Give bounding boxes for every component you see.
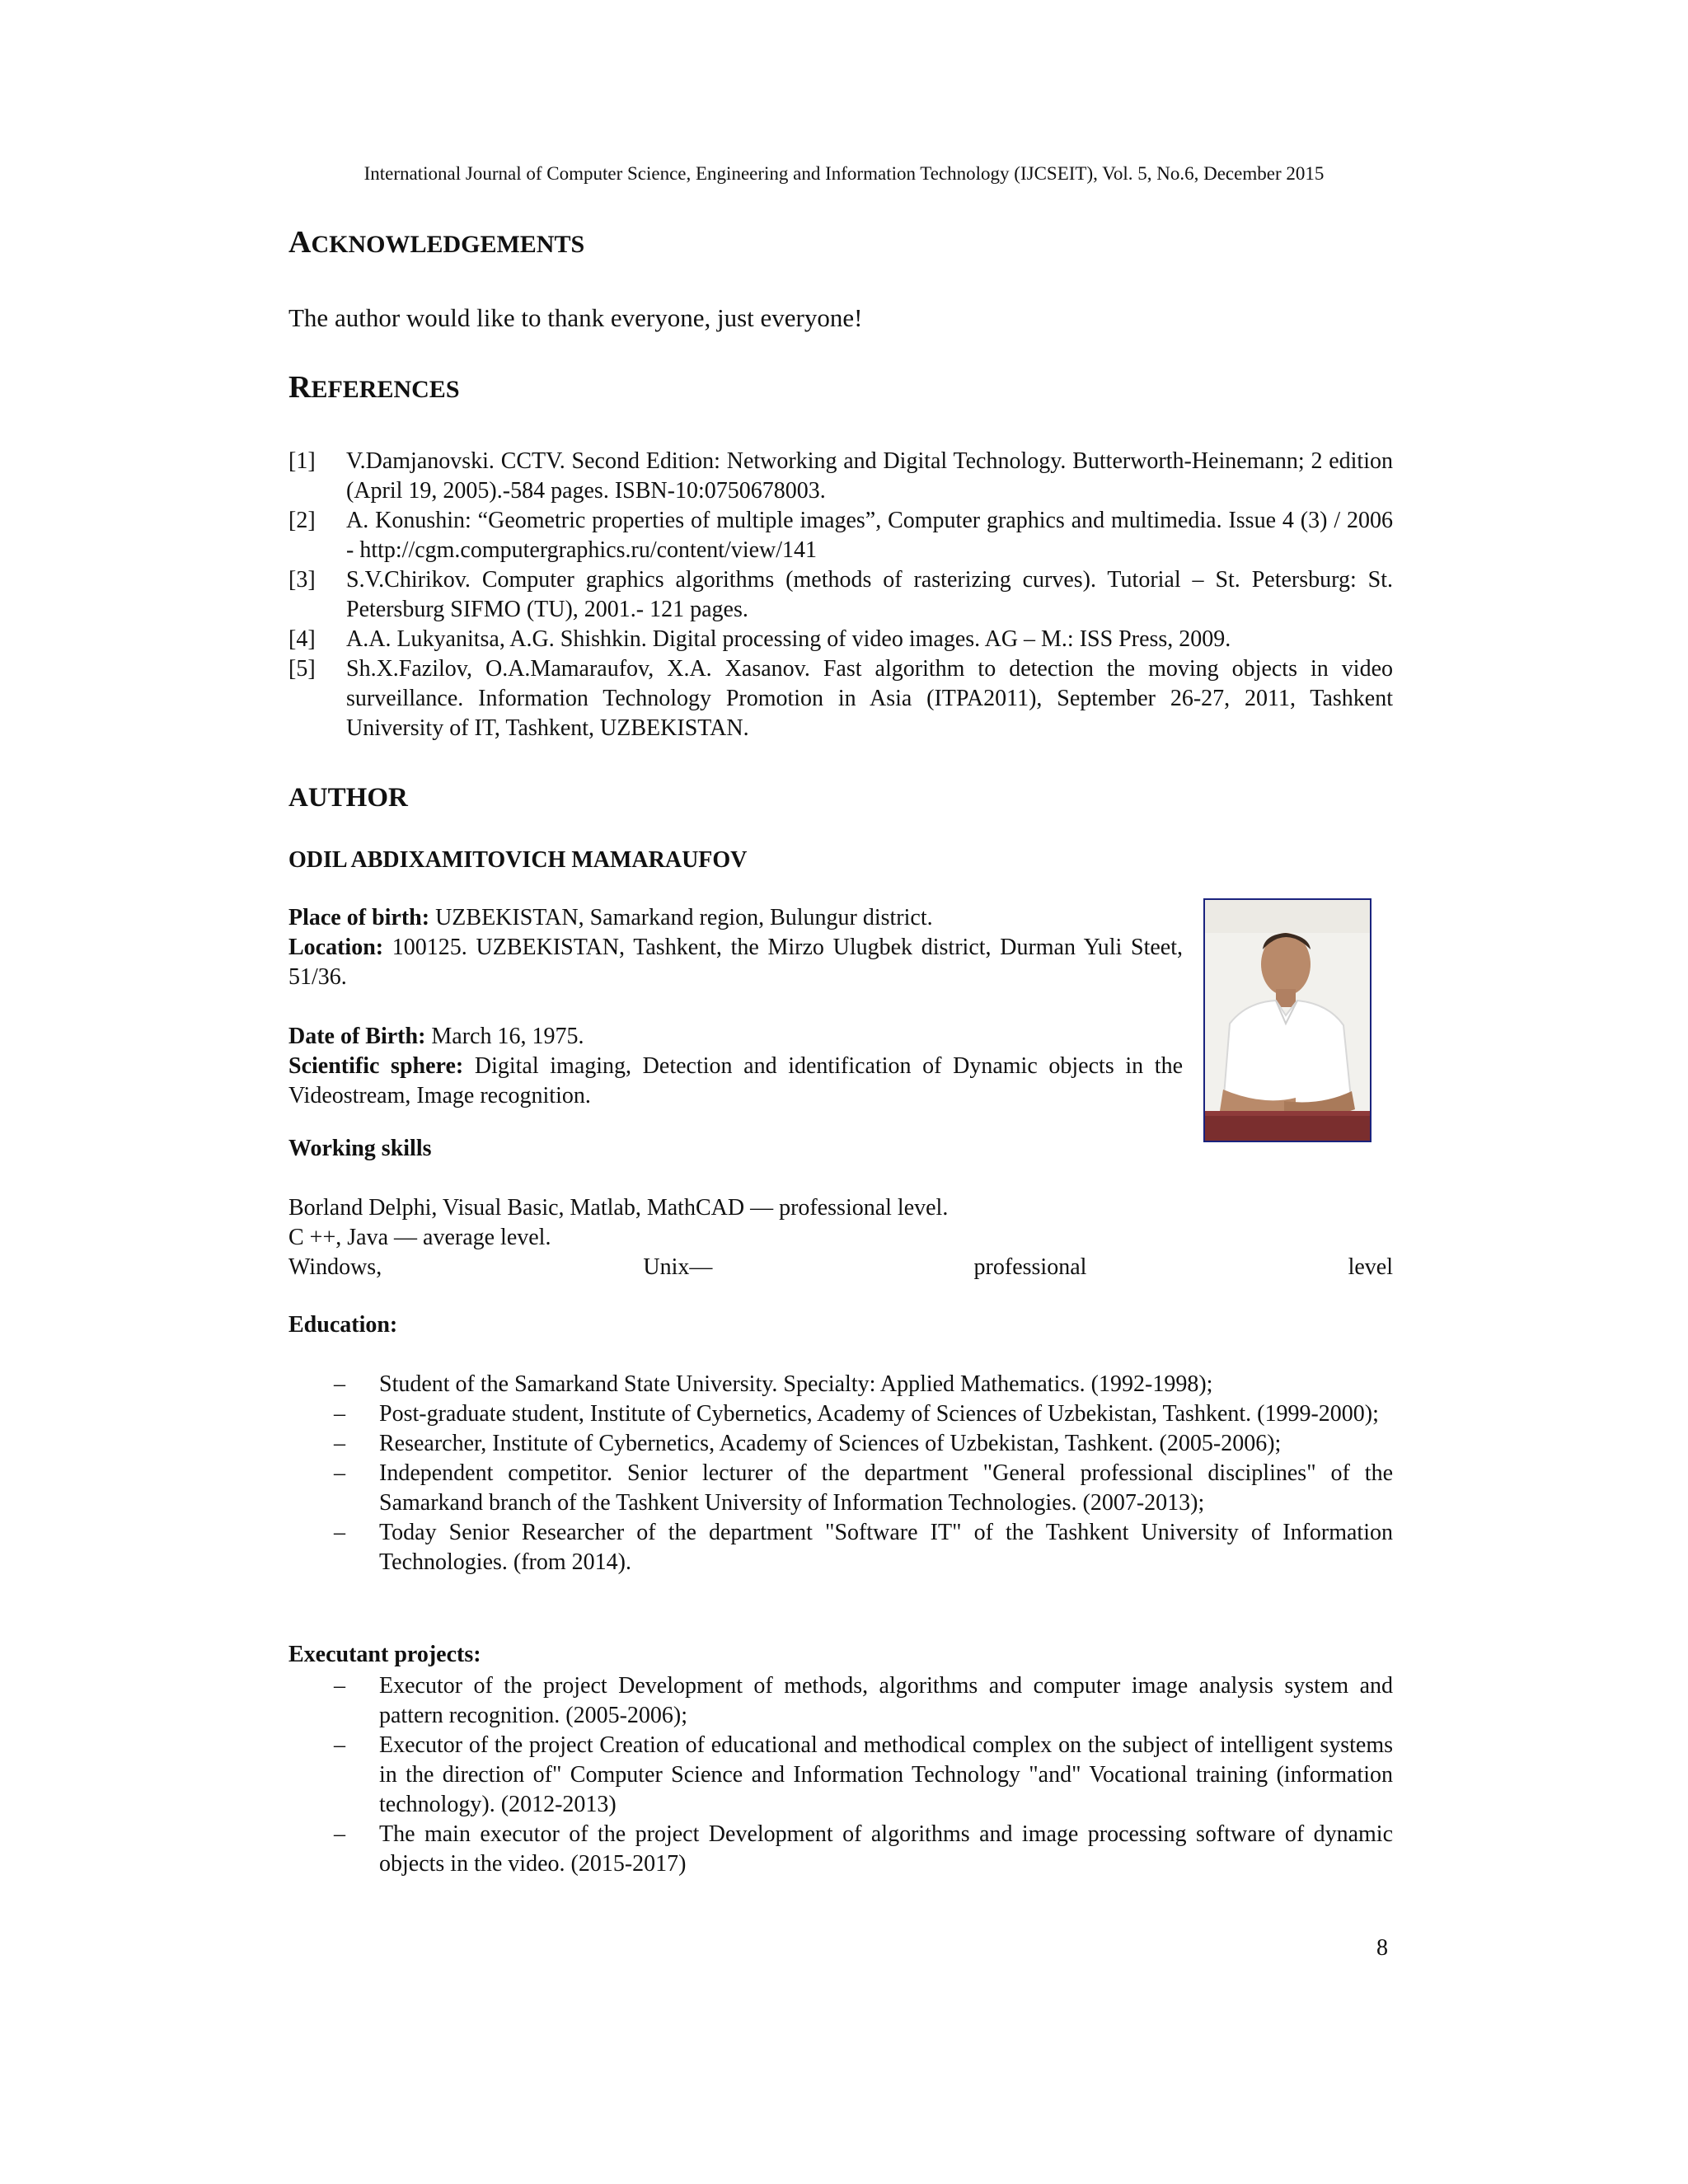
- reference-number: [5]: [288, 656, 316, 682]
- reference-number: [2]: [288, 508, 316, 533]
- acknowledgements-text: The author would like to thank everyone, just everyone!: [288, 303, 863, 332]
- reference-number: [4]: [288, 626, 316, 652]
- reference-number: [1]: [288, 448, 316, 474]
- author-photo: [1203, 898, 1372, 1142]
- list-dash: –: [334, 1431, 345, 1456]
- working-skills-list: [288, 1193, 1393, 1282]
- working-skills-heading: Working skills: [288, 1136, 432, 1161]
- acknowledgements-heading-rest: CKNOWLEDGEMENTS: [311, 231, 585, 258]
- list-item: [288, 1671, 1393, 1731]
- list-item: [288, 1370, 1393, 1399]
- list-dash: –: [334, 1821, 345, 1847]
- list-dash: –: [334, 1401, 345, 1427]
- list-dash: –: [334, 1520, 345, 1545]
- location-label: Location:: [288, 935, 384, 960]
- project-item-text: The main executor of the project Development of algorithms and image processing software of dynamic objects in the video. (2015-2017): [379, 1821, 1393, 1877]
- list-dash: –: [334, 1673, 345, 1699]
- reference-text: A. Konushin: “Geometric properties of multiple images”, Computer graphics and multimedia. Issue 4 (3) / 2006 - http://cgm.computergraphics.ru/content/view/141: [346, 508, 1393, 563]
- education-item-text: Post-graduate student, Institute of Cybernetics, Academy of Sciences of Uzbekistan, Tashkent. (1999-2000);: [379, 1401, 1379, 1427]
- executant-projects-heading: Executant projects:: [288, 1642, 481, 1667]
- references-heading-rest: EFERENCES: [311, 376, 460, 403]
- reference-item: [288, 565, 1393, 625]
- education-item-text: Today Senior Researcher of the department "Software IT" of the Tashkent University of Information Technologies. (from 2014).: [379, 1520, 1393, 1575]
- scientific-sphere-label: Scientific sphere:: [288, 1053, 464, 1079]
- education-item-text: Researcher, Institute of Cybernetics, Academy of Sciences of Uzbekistan, Tashkent. (2005-2006);: [379, 1431, 1282, 1456]
- references-heading-initial: R: [288, 370, 312, 405]
- author-portrait-image: [1205, 900, 1370, 1141]
- project-item-text: Executor of the project Creation of educational and methodical complex on the subject of intelligent systems in the direction of" Computer Science and Information Technology "and" Vocational training (information technology). (2012-2013): [379, 1732, 1393, 1817]
- list-item: [288, 1399, 1393, 1429]
- references-list: [288, 447, 1393, 743]
- skills-word: level: [1348, 1254, 1393, 1280]
- place-of-birth-value: UZBEKISTAN, Samarkand region, Bulungur district.: [429, 905, 933, 930]
- acknowledgements-heading-initial: A: [288, 225, 312, 260]
- reference-text: S.V.Chirikov. Computer graphics algorithms (methods of rasterizing curves). Tutorial – St. Petersburg: St. Petersburg SIFMO (TU), 2001.- 121 pages.: [346, 567, 1393, 622]
- location-line: [288, 933, 1183, 992]
- list-item: [288, 1459, 1393, 1518]
- list-item: [288, 1731, 1393, 1820]
- date-of-birth-line: [288, 1022, 1183, 1052]
- education-list: [288, 1370, 1393, 1577]
- skills-word: Windows,: [288, 1254, 382, 1280]
- list-item: [288, 1518, 1393, 1577]
- reference-item: [288, 506, 1393, 565]
- reference-text: Sh.X.Fazilov, O.A.Mamaraufov, X.A. Xasanov. Fast algorithm to detection the moving objects in video surveillance. Information Technology Promotion in Asia (ITPA2011), September 26-27, 2011, Tashkent University of IT, Tashkent, UZBEKISTAN.: [346, 656, 1393, 741]
- references-heading: [288, 369, 460, 405]
- journal-header: International Journal of Computer Science, Engineering and Information Technology (IJCSEIT), Vol. 5, No.6, December 2015: [363, 163, 1325, 184]
- page-number: 8: [1376, 1935, 1388, 1961]
- author-heading: AUTHOR: [288, 783, 408, 813]
- project-item-text: Executor of the project Development of methods, algorithms and computer image analysis system and pattern recognition. (2005-2006);: [379, 1673, 1393, 1728]
- place-of-birth-line: [288, 903, 1183, 933]
- skills-line-spread: [288, 1253, 1393, 1282]
- skills-word: Unix—: [643, 1254, 713, 1280]
- reference-item: [288, 625, 1393, 654]
- author-dob-sphere: [288, 1022, 1183, 1111]
- skills-line: C ++, Java — average level.: [288, 1225, 551, 1250]
- date-of-birth-value: March 16, 1975.: [425, 1024, 584, 1049]
- list-item: [288, 1429, 1393, 1459]
- list-dash: –: [334, 1371, 345, 1397]
- reference-number: [3]: [288, 567, 316, 593]
- skills-line: Borland Delphi, Visual Basic, Matlab, MathCAD — professional level.: [288, 1195, 949, 1221]
- scientific-sphere-line: [288, 1052, 1183, 1111]
- list-item: [288, 1820, 1393, 1879]
- reference-text: A.A. Lukyanitsa, A.G. Shishkin. Digital processing of video images. AG – M.: ISS Press, 2009.: [346, 626, 1231, 652]
- author-birth-location: [288, 903, 1183, 992]
- list-dash: –: [334, 1460, 345, 1486]
- projects-list: [288, 1671, 1393, 1879]
- scientific-sphere-value: Digital imaging, Detection and identification of Dynamic objects in the Videostream, Image recognition.: [288, 1053, 1183, 1108]
- skills-word: professional: [973, 1254, 1087, 1280]
- reference-text: V.Damjanovski. CCTV. Second Edition: Networking and Digital Technology. Butterworth-Heinemann; 2 edition (April 19, 2005).-584 pages. ISBN-10:0750678003.: [346, 448, 1393, 504]
- reference-item: [288, 447, 1393, 506]
- place-of-birth-label: Place of birth:: [288, 905, 430, 930]
- education-heading: Education:: [288, 1312, 398, 1338]
- acknowledgements-heading: [288, 224, 584, 260]
- location-value: 100125. UZBEKISTAN, Tashkent, the Mirzo Ulugbek district, Durman Yuli Steet, 51/36.: [288, 935, 1183, 990]
- reference-item: [288, 654, 1393, 743]
- author-name: ODIL ABDIXAMITOVICH MAMARAUFOV: [288, 847, 748, 873]
- education-item-text: Independent competitor. Senior lecturer of the department "General professional disciplines" of the Samarkand branch of the Tashkent University of Information Technologies. (2007-2013);: [379, 1460, 1393, 1516]
- education-item-text: Student of the Samarkand State University. Specialty: Applied Mathematics. (1992-1998);: [379, 1371, 1213, 1397]
- date-of-birth-label: Date of Birth:: [288, 1024, 426, 1049]
- list-dash: –: [334, 1732, 345, 1758]
